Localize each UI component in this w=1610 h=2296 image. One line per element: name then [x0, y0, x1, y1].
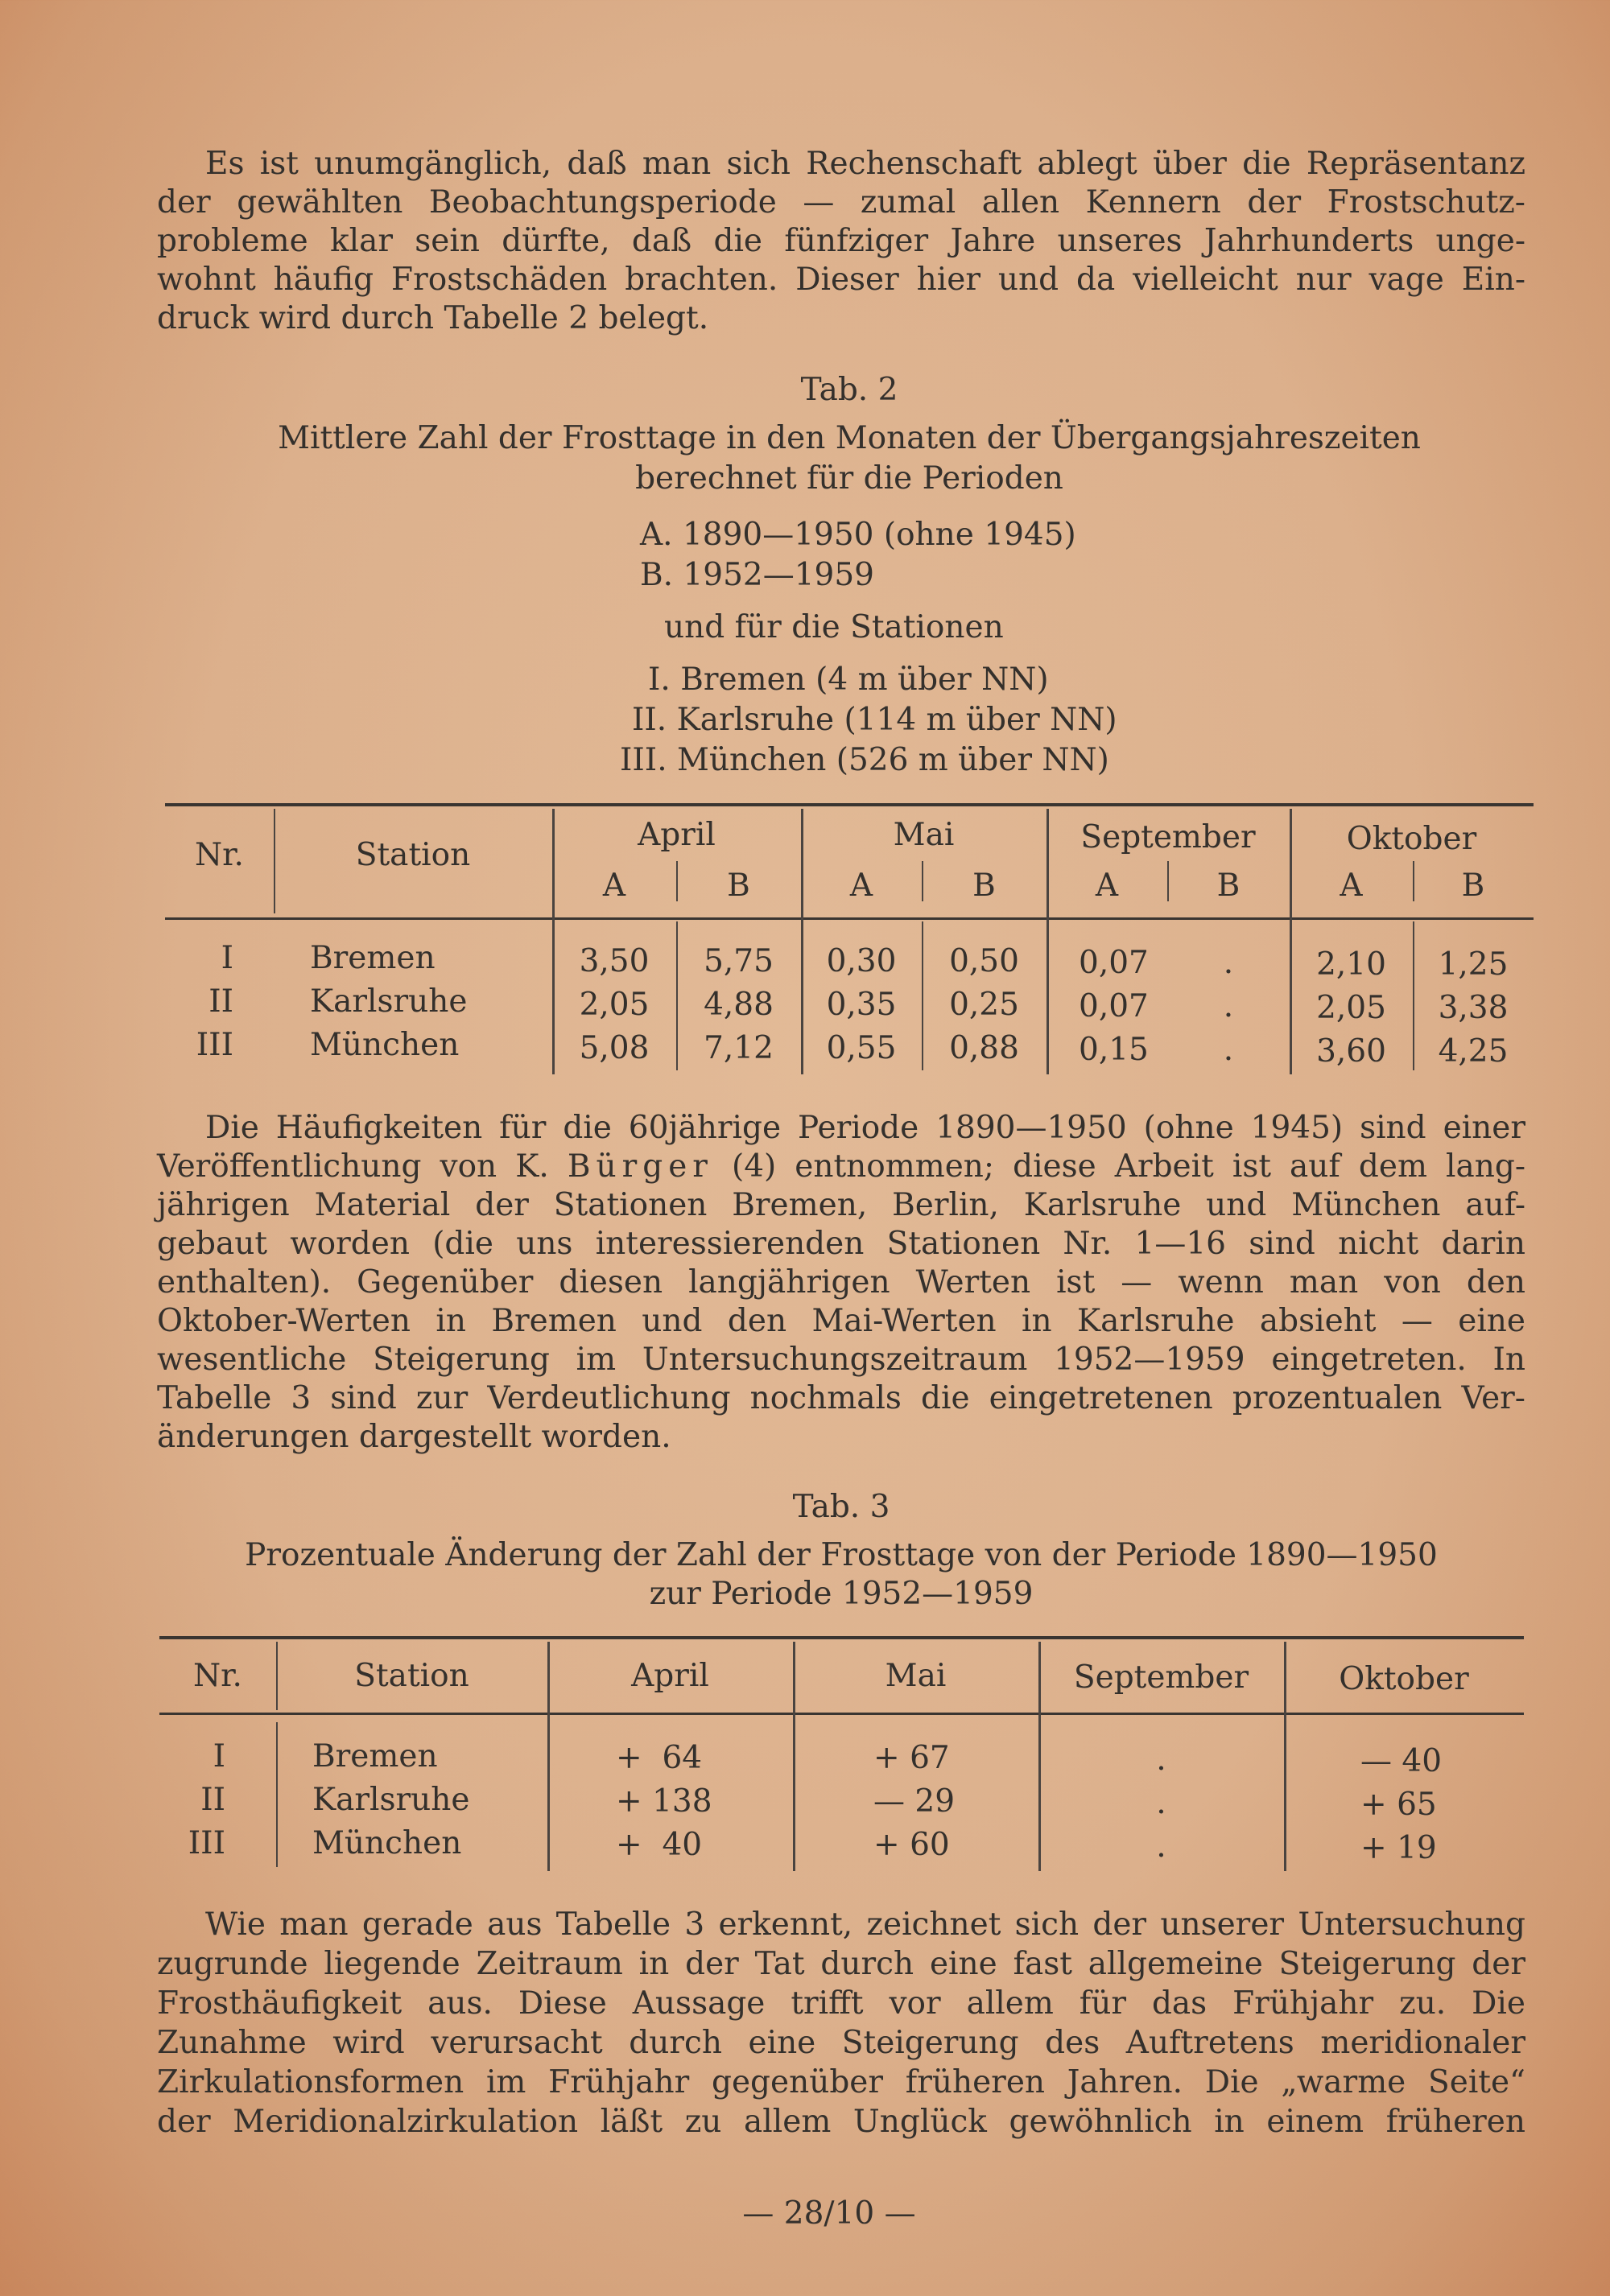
table3-cell: . [1156, 1785, 1166, 1821]
intro-line-4: wohnt häufig Frostschäden brachten. Dieser hier und da vielleicht nur vage Ein- [157, 262, 1525, 298]
page-number: — 28/10 — [742, 2195, 916, 2232]
final-line: Wie man gerade aus Tabelle 3 erkennt, zeichnet sich der unserer Untersuchung [205, 1906, 1525, 1943]
table2-subheader: A [1340, 868, 1363, 904]
table2-header-rule [165, 917, 1534, 920]
table2-row-station: Bremen [310, 940, 436, 976]
table2-period-b: B. 1952—1959 [640, 557, 874, 593]
table3-header-april: April [631, 1658, 709, 1694]
middle-line-2-after: (4) entnommen; diese Arbeit ist auf dem lang- [712, 1148, 1525, 1185]
table2-cell: 5,08 [579, 1030, 650, 1066]
intro-line-3: probleme klar sein dürfte, daß die fünfziger Jahre unseres Jahrhunderts unge- [157, 223, 1525, 259]
table2-stations-intro: und für die Stationen [664, 609, 1004, 645]
table3-header-september: September [1073, 1659, 1249, 1696]
table3-cell: + 60 [873, 1827, 950, 1863]
table3-vline [276, 1722, 278, 1867]
table2-cell: 5,75 [704, 943, 774, 979]
table3-header-rule [159, 1713, 1524, 1715]
middle-line: jährigen Material der Stationen Bremen, Berlin, Karlsruhe und München auf- [157, 1187, 1525, 1223]
table3-cell: . [1156, 1828, 1166, 1865]
table2-subheader: B [972, 868, 996, 904]
middle-line: gebaut worden (die uns interessierenden Stationen Nr. 1—16 sind nicht darin [157, 1226, 1525, 1262]
table2-header-mai: Mai [893, 817, 955, 853]
table3-cell: + 19 [1360, 1830, 1437, 1866]
intro-line-5: druck wird durch Tabelle 2 belegt. [157, 300, 709, 336]
final-line: Frosthäufigkeit aus. Diese Aussage trifft vor allem für das Frühjahr zu. Die [157, 1985, 1525, 2022]
table2-row-nr: III [196, 1027, 233, 1063]
table2-subheader: B [1461, 868, 1485, 904]
table2-row-station: München [310, 1027, 460, 1063]
table2-period-a: A. 1890—1950 (ohne 1945) [640, 517, 1076, 553]
table3-cell: . [1156, 1742, 1166, 1778]
middle-line: wesentliche Steigerung im Untersuchungszeitraum 1952—1959 eingetreten. In [157, 1342, 1525, 1378]
middle-line: Oktober-Werten in Bremen und den Mai-Werten in Karlsruhe absieht — eine [157, 1303, 1525, 1339]
table2-cell: 4,88 [704, 987, 774, 1023]
middle-line: änderungen dargestellt worden. [157, 1419, 671, 1455]
table2-subheader: B [1216, 868, 1241, 904]
table3-cell: + 65 [1360, 1787, 1437, 1823]
table3-row-nr: III [188, 1825, 225, 1861]
table2-header-april: April [638, 817, 716, 853]
table3-row-station: München [312, 1825, 462, 1861]
middle-line-2-before: Veröffentlichung von K. [157, 1148, 568, 1185]
table2-cell: 0,30 [826, 943, 897, 979]
table2-cell: 2,05 [579, 987, 650, 1023]
final-line: zugrunde liegende Zeitraum in der Tat durch eine fast allgemeine Steigerung der [157, 1946, 1525, 1982]
table2-cell: 0,88 [949, 1030, 1019, 1066]
table2-subheader: A [1095, 868, 1119, 904]
table2-cell: 2,10 [1316, 946, 1386, 983]
table2-header-september: September [1080, 819, 1256, 855]
final-line: Zunahme wird verursacht durch eine Steigerung des Auftretens meridionaler [157, 2025, 1525, 2061]
middle-line: enthalten). Gegenüber diesen langjährigen Werten ist — wenn man von den [157, 1264, 1525, 1301]
table3-caption-line1: Prozentuale Änderung der Zahl der Frosttage von der Periode 1890—1950 [245, 1537, 1438, 1573]
table2-caption-line2: berechnet für die Perioden [635, 460, 1063, 497]
table3-caption-line2: zur Periode 1952—1959 [649, 1576, 1034, 1612]
table2-cell: 0,25 [949, 987, 1019, 1023]
table2-cell: . [1223, 1032, 1234, 1068]
table2-cell: 3,50 [579, 943, 650, 979]
table2-caption-line1: Mittlere Zahl der Frosttage in den Monaten der Übergangsjahreszeiten [278, 420, 1421, 456]
table2-cell: 2,05 [1316, 990, 1386, 1026]
table2-cell: . [1223, 945, 1234, 981]
table2-cell: 7,12 [704, 1030, 774, 1066]
table2-subheader: B [727, 868, 750, 904]
table3-header-mai: Mai [885, 1658, 947, 1694]
table3-header-oktober: Oktober [1339, 1661, 1469, 1697]
table2-header-station: Station [355, 837, 471, 873]
table3-row-nr: II [200, 1782, 225, 1818]
table2-header-nr: Nr. [195, 837, 244, 873]
table3-cell: — 29 [873, 1783, 956, 1820]
table2-cell: 0,55 [826, 1030, 897, 1066]
table2-row-station: Karlsruhe [310, 983, 468, 1020]
table3-cell: + 138 [616, 1783, 712, 1820]
table3-cell: + 64 [616, 1740, 703, 1776]
table2-station-list-2: II. Karlsruhe (114 m über NN) [632, 702, 1117, 738]
table3-cell: — 40 [1360, 1743, 1443, 1779]
table2-cell: . [1223, 988, 1234, 1024]
author-name: Bürger [567, 1148, 713, 1185]
table2-top-rule [165, 803, 1534, 806]
table3-row-station: Bremen [312, 1738, 438, 1775]
table3-row-station: Karlsruhe [312, 1782, 470, 1818]
table3-header-station: Station [354, 1658, 469, 1694]
table2-cell: 0,35 [826, 987, 897, 1023]
table2-cell: 3,60 [1316, 1033, 1386, 1070]
table3-cell: + 40 [616, 1827, 703, 1863]
intro-line-2: der gewählten Beobachtungsperiode — zumal allen Kennern der Frostschutz- [157, 184, 1525, 221]
intro-line-1: Es ist unumgänglich, daß man sich Rechenschaft ablegt über die Repräsentanz [205, 146, 1525, 182]
middle-line-1: Die Häufigkeiten für die 60jährige Periode 1890—1950 (ohne 1945) sind einer [205, 1110, 1525, 1146]
table3-row-nr: I [213, 1738, 225, 1775]
table2-cell: 1,25 [1438, 946, 1509, 983]
table2-station-list-1: I. Bremen (4 m über NN) [648, 662, 1049, 698]
table2-cell: 0,07 [1079, 945, 1149, 981]
table2-cell: 0,50 [949, 943, 1019, 979]
middle-line: Tabelle 3 sind zur Verdeutlichung nochmals die eingetretenen prozentualen Ver- [157, 1380, 1525, 1416]
table3-header-nr: Nr. [193, 1658, 242, 1694]
table3-top-rule [159, 1636, 1524, 1639]
table3-cell: + 67 [873, 1740, 950, 1776]
table3-label: Tab. 3 [792, 1489, 890, 1525]
table2-cell: 4,25 [1438, 1033, 1509, 1070]
table2-subheader: A [849, 868, 873, 904]
table2-cell: 0,15 [1079, 1032, 1149, 1068]
table2-station-list-3: III. München (526 m über NN) [620, 742, 1109, 778]
middle-line-2 [157, 1148, 1525, 1187]
table2-row-nr: I [221, 940, 233, 976]
final-line: Zirkulationsformen im Frühjahr gegenüber früheren Jahren. Die „warme Seite“ [157, 2064, 1525, 2100]
table2-cell: 3,38 [1438, 990, 1509, 1026]
final-line: der Meridionalzirkulation läßt zu allem Unglück gewöhnlich in einem früheren [157, 2104, 1525, 2140]
table2-header-oktober: Oktober [1346, 821, 1477, 857]
table2-label: Tab. 2 [800, 372, 898, 408]
table2-subheader: A [602, 868, 626, 904]
table2-cell: 0,07 [1079, 988, 1149, 1024]
table2-row-nr: II [208, 983, 233, 1020]
